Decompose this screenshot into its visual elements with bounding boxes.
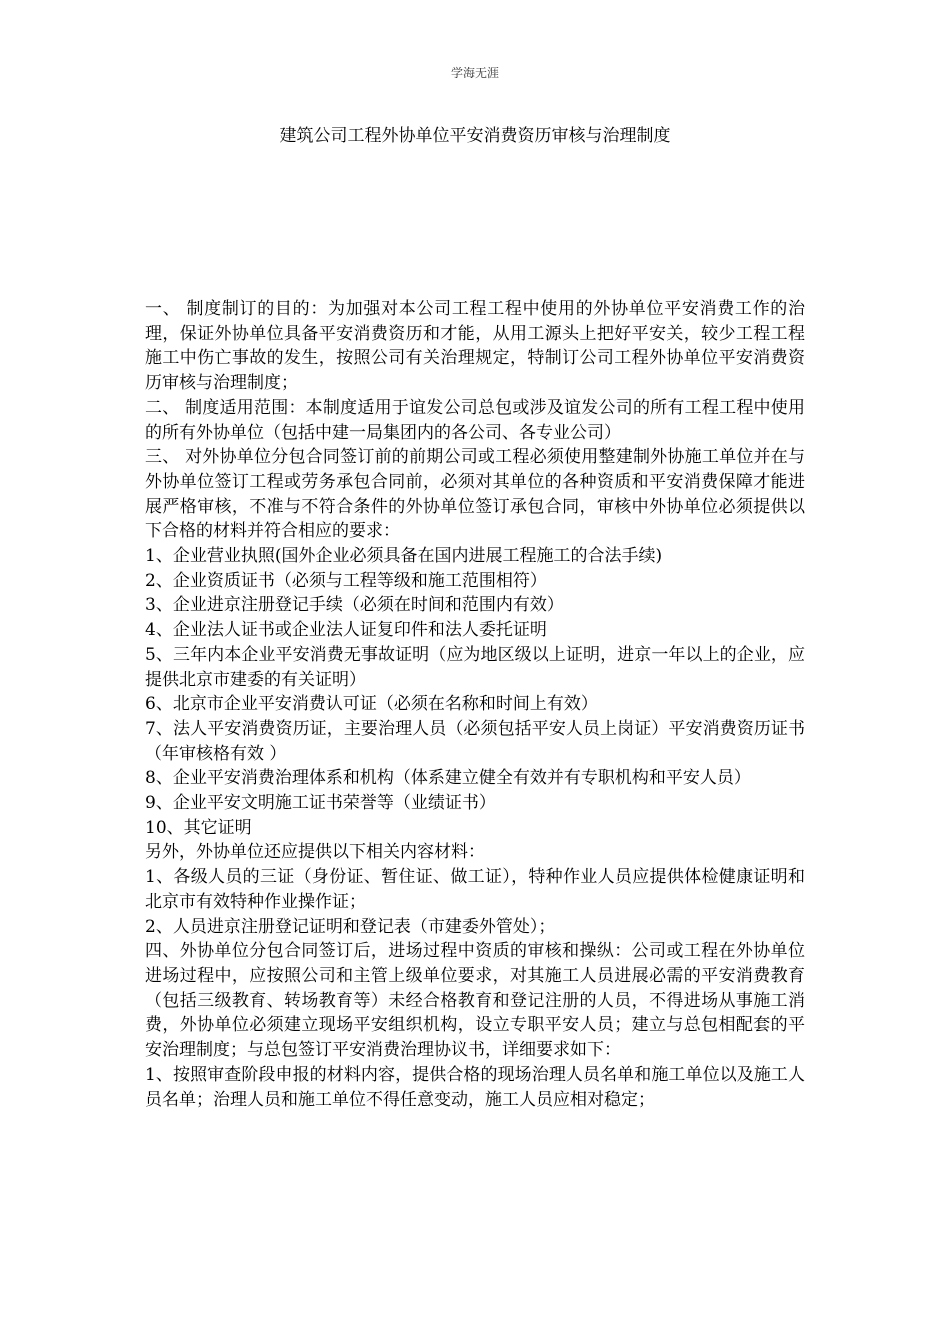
list-item: 7、法人平安消费资历证，主要治理人员（必须包括平安人员上岗证）平安消费资历证书（年审核格有效 ） [145,718,805,764]
paragraph-purpose: 一、 制度制订的目的：为加强对本公司工程工程中使用的外协单位平安消费工作的治理，保证外协单位具备平安消费资历和才能，从用工源头上把好平安关，较少工程工程施工中伤亡事故的发生，按照公司有关治理规定，特制订公司工程外协单位平安消费资历审核与治理制度； [145,299,805,394]
list-item: 2、企业资质证书（必须与工程等级和施工范围相符） [145,570,547,591]
list-item: 1、按照审查阶段申报的材料内容，提供合格的现场治理人员名单和施工单位以及施工人员名单；治理人员和施工单位不得任意变动，施工人员应相对稳定； [145,1064,805,1110]
list-item: 2、人员进京注册登记证明和登记表（市建委外管处）； [145,916,556,937]
list-item: 3、企业进京注册登记手续（必须在时间和范围内有效） [145,595,564,616]
paragraph-post-contract: 四、外协单位分包合同签订后，进场过程中资质的审核和操纵：公司或工程在外协单位进场过程中，应按照公司和主管上级单位要求，对其施工人员进展必需的平安消费教育（包括三级教育、转场教育等）未经合格教育和登记注册的人员，不得进场从事施工消费，外协单位必须建立现场平安组织机构，设立专职平安人员；建立与总包相配套的平安治理制度；与总包签订平安消费治理协议书，详细要求如下： [145,941,805,1061]
list-item: 9、企业平安文明施工证书荣誉等（业绩证书） [145,793,496,814]
paragraph-additional: 另外，外协单位还应提供以下相关内容材料： [145,842,485,863]
list-item: 8、企业平安消费治理体系和机构（体系建立健全有效并有专职机构和平安人员） [145,768,751,789]
paragraph-pre-contract: 三、 对外协单位分包合同签订前的前期公司或工程必须使用整建制外协施工单位并在与外协单位签订工程或劳务承包合同前，必须对其单位的各种资质和平安消费保障才能进展严格审核，不准与不符合条件的外协单位签订承包合同，审核中外协单位必须提供以下合格的材料并符合相应的要求： [145,447,805,542]
list-item: 1、企业营业执照(国外企业必须具备在国内进展工程施工的合法手续) [145,546,663,567]
list-item: 5、三年内本企业平安消费无事故证明（应为地区级以上证明，进京一年以上的企业，应提供北京市建委的有关证明） [145,644,805,690]
list-item: 10、其它证明 [145,817,252,838]
page-header: 学海无涯 [450,66,499,80]
list-item: 4、企业法人证书或企业法人证复印件和法人委托证明 [145,620,547,641]
document-title: 建筑公司工程外协单位平安消费资历审核与治理制度 [279,126,671,146]
paragraph-scope: 二、 制度适用范围：本制度适用于谊发公司总包或涉及谊发公司的所有工程工程中使用的所有外协单位（包括中建一局集团内的各公司、各专业公司） [145,397,805,443]
document-body [145,297,805,1112]
list-item: 1、各级人员的三证（身份证、暂住证、做工证），特种作业人员应提供体检健康证明和北京市有效特种作业操作证； [145,867,805,912]
list-item: 6、北京市企业平安消费认可证（必须在名称和时间上有效） [145,694,598,715]
